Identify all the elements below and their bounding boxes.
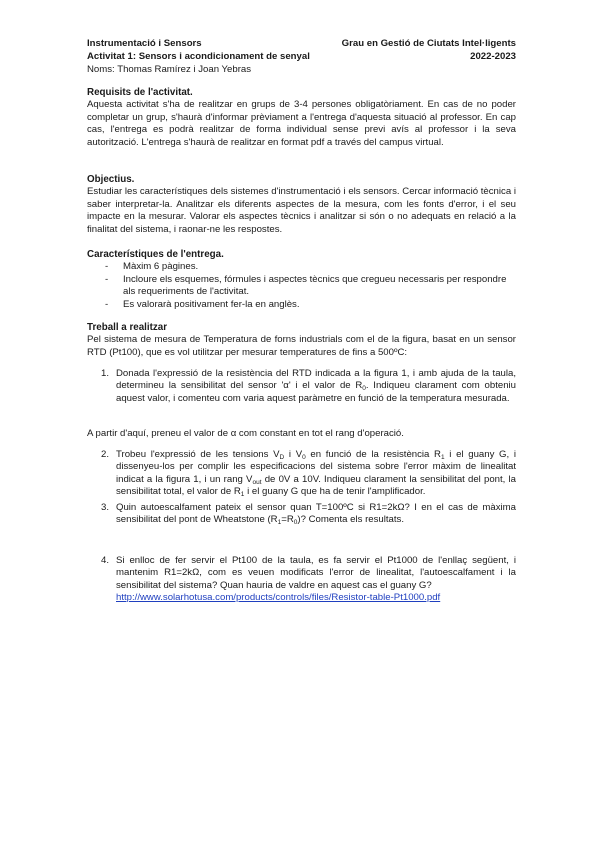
question-text: Si enlloc de fer servir el Pt100 de la taula, es fa servir el Pt1000 de l'enllaç següent, i mantenim R1=2kΩ, com es veuen modificats l'error de linealitat, l'autoescalfament i la sensibilitat del sistema? Quan hauria de valdre en aquest cas el guany G?	[116, 555, 516, 591]
subscript: 1	[240, 491, 245, 499]
header-line-3	[87, 64, 516, 76]
section-intro: Pel sistema de mesura de Temperatura de forns industrials com el de la figura, basat en un sensor RTD (Pt100), que es vol utilitzar per mesurar temperatures de fins a 500ºC:	[87, 334, 516, 358]
header-line-1	[87, 38, 516, 50]
note-text: A partir d'aquí, preneu el valor de α com constant en tot el rang d'operació.	[87, 428, 404, 439]
subscript: D	[279, 454, 285, 461]
question-list-c	[87, 555, 516, 605]
subscript: 1	[277, 519, 282, 527]
requirements-list	[87, 261, 516, 311]
subscript: 1	[440, 454, 445, 461]
question-2	[87, 449, 516, 499]
section-requisits	[87, 87, 516, 149]
list-item: - Màxim 6 pàgines.	[105, 261, 516, 273]
question-text: Quin autoescalfament pateix el sensor quan T=100ºC si R1=2kΩ? I en el cas de màxima sensibilitat del pont de Wheatstone (R	[116, 501, 516, 526]
question-text: i V	[284, 449, 303, 460]
question-text: Donada l'expressió de la resistència del RTD indicada a la figura 1, i amb ajuda de la taula, determineu la sensibilitat del sensor 'α' i el valor de R	[116, 368, 516, 392]
question-text: en funció de la resistència R	[305, 449, 441, 460]
question-text: )? Comenta els resultats.	[297, 514, 405, 526]
question-number: 3.	[101, 501, 110, 513]
alpha-note	[87, 428, 516, 440]
subscript: out	[252, 478, 262, 486]
question-number: 4.	[101, 555, 110, 566]
section-paragraph: Aquesta activitat s'ha de realitzar en grups de 3-4 persones obligatòriament. En cas de no poder completar un grup, s'haurà d'informar prèviament a l'entrega d'aquesta situació al professor. En cap cas, l'entrega es podrà realitzar de forma individual sense previ avís al professor i la seva autorització. L'entrega s'haurà de realitzar en format pdf a través del campus virtual.	[87, 99, 516, 148]
section-paragraph: Estudiar les característiques dels sistemes d'instrumentació i els sensors. Cercar informació tècnica i saber interpretar-la. Analitzar els diferents aspectes de la mesura, com les fonts d'error, i el seu impacte en la mesurar. Valorar els aspectes tècnics i analitzar si són o no adequats en relació a la finalitat del sistema, i raonar-ne les respostes.	[87, 186, 516, 235]
question-list-b	[87, 449, 516, 526]
section-treball	[87, 322, 516, 359]
question-4	[87, 555, 516, 605]
question-number: 1.	[101, 368, 110, 379]
course-title: Instrumentació i Sensors	[87, 38, 202, 49]
activity-title: Activitat 1: Sensors i acondicionament de senyal	[87, 51, 310, 62]
question-text: =R	[281, 514, 294, 526]
section-title: Requisits de l'activitat.	[87, 87, 193, 98]
question-3	[87, 502, 516, 527]
authors: Noms: Thomas Ramírez i Joan Yebras	[87, 64, 252, 75]
question-1	[87, 368, 516, 405]
pt1000-link[interactable]: http://www.solarhotusa.com/products/controls/files/Resistor-table-Pt1000.pdf	[116, 592, 441, 604]
question-text: Trobeu l'expressió de les tensions V	[116, 449, 280, 460]
academic-year: 2022-2023	[470, 51, 516, 62]
question-number: 2.	[101, 449, 110, 460]
question-text: i el guany G que ha de tenir l'amplificador.	[244, 486, 426, 498]
question-list-a	[87, 368, 516, 405]
section-objectius	[87, 174, 516, 236]
degree-title: Grau en Gestió de Ciutats Intel·ligents	[341, 38, 516, 49]
question-text: i el guany G, i dissenyeu-los per complir les especificacions del sistema sobre l'error màxim de linealitat indicat a la figura 1, i un rang V	[116, 449, 516, 485]
section-title: Característiques de l'entrega.	[87, 249, 224, 260]
section-title: Treball a realitzar	[87, 322, 168, 333]
subscript: 0	[362, 385, 366, 393]
section-caracteristiques	[87, 249, 516, 311]
list-item: - Es valorarà positivament fer-la en anglès.	[105, 299, 516, 311]
subscript: 0	[302, 454, 306, 461]
list-item: - Incloure els esquemes, fórmules i aspectes tècnics que cregueu necessaris per respondre als requeriments de l'activitat.	[105, 274, 516, 299]
subscript: 0	[293, 519, 298, 527]
question-text: . Indiqueu clarament com obteniu aquest valor, i comenteu com varia aquest paràmetre en funció de la temperatura mesurada.	[116, 380, 516, 404]
section-title: Objectius.	[87, 174, 135, 185]
header-line-2	[87, 51, 516, 63]
question-text: de 0V a 10V. Indiqueu clarament la sensibilitat del pont, la sensibilitat total, el valor de R	[116, 473, 517, 498]
